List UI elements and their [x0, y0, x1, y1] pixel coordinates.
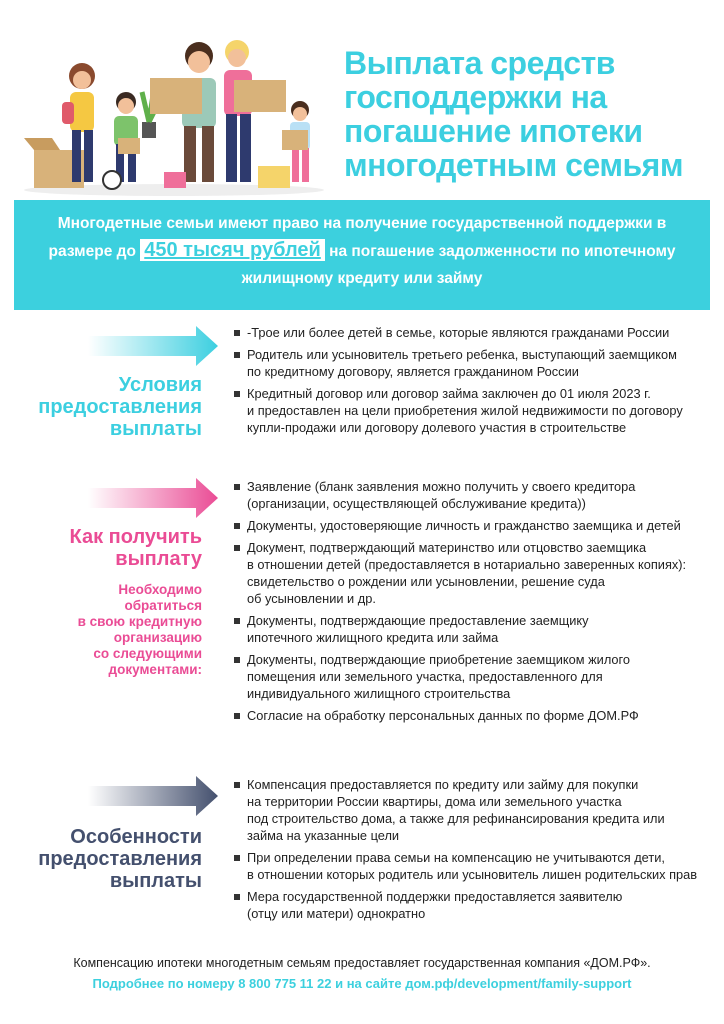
list-item: Согласие на обработку персональных данных по форме ДОМ.РФ [234, 707, 704, 724]
section-title-line: Особенности [70, 826, 202, 848]
section-title [38, 826, 202, 892]
section-subtitle-line: в свою кредитную [77, 614, 202, 629]
section-subtitle-line: со следующими [93, 646, 202, 661]
section-title-line: выплаты [109, 870, 202, 892]
list-item: Кредитный договор или договор займа заключен до 01 июля 2023 г. и предоставлен на цели приобретения жилой недвижимости по договору купли-продажи или договору долевого участия в строительстве [234, 385, 704, 436]
section-title-line: выплаты [109, 418, 202, 440]
footer-contact-text: Подробнее по номеру 8 800 775 11 22 и на сайте дом.рф/development/family-support [92, 976, 632, 991]
section-title-line: Как получить [69, 526, 202, 548]
section-subtitle [78, 582, 202, 678]
page-title-line: погашение ипотеки [344, 113, 643, 149]
list-item: Документы, подтверждающие предоставление заемщику ипотечного жилищного кредита или займа [234, 612, 704, 646]
list-item: При определении права семьи на компенсацию не учитываются дети, в отношении которых родитель или усыновитель лишен родительских прав [234, 849, 704, 883]
banner-text-after: на погашение задолженности по ипотечному жилищному кредиту или займу [241, 243, 676, 287]
conditions-list [234, 324, 704, 441]
arrow-right-icon [88, 478, 218, 518]
banner-highlight-amount: 450 тысяч рублей [140, 239, 325, 261]
list-item: -Трое или более детей в семье, которые являются гражданами России [234, 324, 704, 341]
features-list [234, 776, 704, 927]
section-subtitle-line: Необходимо [118, 582, 202, 597]
section-title [70, 526, 203, 570]
section-title [38, 374, 202, 440]
list-item: Документы, подтверждающие приобретение заемщиком жилого помещения или земельного участка, предоставленного для индивидуального жилищного строительства [234, 651, 704, 702]
banner-text-before: Многодетные семьи имеют право на получение государственной поддержки в размере до [48, 215, 667, 260]
arrow-right-icon [88, 776, 218, 816]
section-subtitle-line: документами: [108, 662, 202, 677]
family-moving-illustration [24, 30, 324, 198]
section-subtitle-line: обратиться [124, 598, 202, 613]
section-title-line: выплату [115, 548, 202, 570]
list-item: Мера государственной поддержки предоставляется заявителю (отцу или матери) однократно [234, 888, 704, 922]
page-title-line: господдержки на [344, 79, 607, 115]
section-title-line: предоставления [38, 848, 202, 870]
info-banner [14, 200, 710, 310]
section-subtitle-line: организацию [113, 630, 202, 645]
section-title-line: Условия [118, 374, 202, 396]
footer-provider-text: Компенсацию ипотеки многодетным семьям предоставляет государственная компания «ДОМ.РФ». [73, 956, 651, 970]
list-item: Документы, удостоверяющие личность и гражданство заемщика и детей [234, 517, 704, 534]
list-item: Компенсация предоставляется по кредиту или займу для покупки на территории России квартиры, дома или земельного участка под строительство дома, а также для рефинансирования кредита или займа на указанные цели [234, 776, 704, 844]
page-title-line: многодетным семьям [344, 147, 684, 183]
page-title-line: Выплата средств [344, 45, 615, 81]
list-item: Заявление (бланк заявления можно получить у своего кредитора (организации, осуществляющей обслуживание кредита)) [234, 478, 704, 512]
section-title-line: предоставления [38, 396, 202, 418]
page-title [344, 46, 704, 182]
list-item: Документ, подтверждающий материнство или отцовство заемщика в отношении детей (предоставляется в нотариально заверенных копиях): свидетельство о рождении или усыновлении, решение суда об усыновлении и др. [234, 539, 704, 607]
arrow-right-icon [88, 326, 218, 366]
documents-list [234, 478, 704, 729]
list-item: Родитель или усыновитель третьего ребенка, выступающий заемщиком по кредитному договору, является гражданином России [234, 346, 704, 380]
